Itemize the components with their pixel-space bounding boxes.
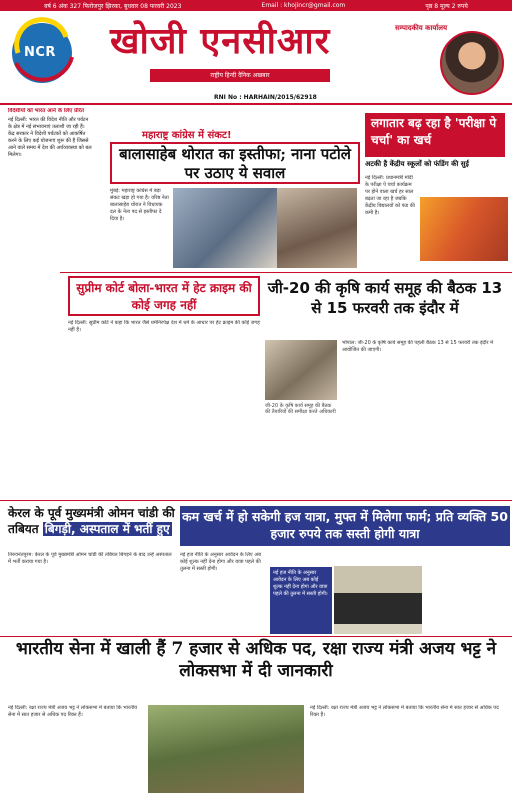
story6-photo-kaaba xyxy=(334,566,422,634)
story4-headline: जी-20 की कृषि कार्य समूह की बैठक 13 से 15 फरवरी तक इंदौर में xyxy=(267,279,503,317)
story3-headline: सुप्रीम कोर्ट बोला-भारत में हेट क्राइम की कोई जगह नहीं xyxy=(68,276,260,316)
newspaper-title: खोजी एनसीआर xyxy=(110,20,331,62)
story1-headline: बालासाहेब थोरात का इस्तीफा; नाना पटोले पर उठाए ये सवाल xyxy=(110,142,360,184)
story7-photo-army xyxy=(148,705,304,793)
left-column xyxy=(8,108,92,268)
story2-text: नई दिल्ली: प्रधानमंत्री मोदी के परीक्षा पे चर्चा कार्यक्रम पर होने वाला खर्च हर साल बढ़ता जा रहा है जबकि केंद्रीय विद्यालयों को फंड की कमी है। xyxy=(365,175,415,216)
story6-headline: कम खर्च में हो सकेगी हज यात्रा, मुफ्त में मिलेगा फार्म; प्रति व्यक्ति 50 हजार रुपये तक सस्ती होगी यात्रा xyxy=(180,506,510,546)
story5-text: तिरुवनंतपुरम: केरल के पूर्व मुख्यमंत्री ओमन चांडी की तबियत बिगड़ने के बाद उन्हें अस्पताल में भर्ती कराया गया है। xyxy=(8,552,172,565)
logo-text: NCR xyxy=(24,45,56,60)
story2-subheadline: अटकी है केंद्रीय स्कूलों को फंडिंग की सुई xyxy=(365,160,469,168)
left-column-kicker: विदेशीयों को भारत आने के लिए प्रेरित xyxy=(8,108,85,114)
story2-headline: लगातार बढ़ रहा है 'परीक्षा पे चर्चा' का खर्च xyxy=(365,113,505,157)
story5-headline-highlight: बिगड़ी, अस्पताल में भर्ती हुए xyxy=(44,522,170,536)
story4-text: भोपाल: जी-20 के कृषि कार्य समूह की पहली बैठक 13 से 15 फरवरी तक इंदौर में आयोजित की जाएगी। xyxy=(342,340,494,353)
story1-text-a: मुंबई: महाराष्ट्र कांग्रेस में बड़ा संकट खड़ा हो गया है। वरिष्ठ नेता बालासाहेब थोरात ने विधायक दल के नेता पद से इस्तीफा दे दिया है। xyxy=(110,188,169,222)
story1-photo-thorat xyxy=(173,188,277,268)
issue-volume: वर्ष 6 अंक 327 फिरोजपुर झिरका, बुधवार 08 फरवरी 2023 xyxy=(44,2,182,10)
header-divider xyxy=(0,103,512,105)
section-divider-2 xyxy=(0,500,512,501)
editor-photo xyxy=(440,31,504,95)
story4-caption: जी-20 के कृषि कार्य समूह की बैठक की तैयारियों की समीक्षा करते अधिकारी xyxy=(265,403,336,415)
story7-headline: भारतीय सेना में खाली हैं 7 हजार से अधिक पद, रक्षा राज्य मंत्री अजय भट्ट ने लोकसभा में दी जानकारी xyxy=(15,639,497,681)
story7-text-b: नई दिल्ली: रक्षा राज्य मंत्री अजय भट्ट ने लोकसभा में बताया कि भारतीय सेना में सात हजार से अधिक पद रिक्त हैं। xyxy=(310,705,499,718)
section-divider xyxy=(60,272,512,273)
story3-text: नई दिल्ली: सुप्रीम कोर्ट ने कहा कि भारत जैसे धर्मनिरपेक्ष देश में धर्म के आधार पर हेट क्राइम की कोई जगह नहीं है। xyxy=(68,320,260,333)
page-count-price: पृष्ठ 8 मूल्य 2 रुपये xyxy=(425,2,468,10)
story1-photo-patole xyxy=(277,188,357,268)
newspaper-subtitle: राष्ट्रीय हिन्दी दैनिक अखबार xyxy=(150,69,330,82)
left-column-text: नई दिल्ली: भारत की विदेश नीति और पर्यटन के क्षेत्र में नई संभावनाएं तलाशी जा रही हैं। केंद्र सरकार ने विदेशी पर्यटकों को आकर्षित करने के लिए कई योजनाएं शुरू की हैं जिससे आने वाले समय में देश की अर्थव्यवस्था को बल मिलेगा। xyxy=(8,117,92,158)
rni-number: RNI No : HARHAIN/2015/62918 xyxy=(214,94,317,101)
story4-photo xyxy=(265,340,337,400)
masthead xyxy=(0,11,512,91)
story7-text: नई दिल्ली: रक्षा राज्य मंत्री अजय भट्ट ने लोकसभा में बताया कि भारतीय सेना में सात हजार से अधिक पद रिक्त हैं। xyxy=(8,705,138,718)
story1-label: महाराष्ट्र कांग्रेस में संकट! xyxy=(142,130,232,141)
story2-photo xyxy=(420,197,508,261)
section-divider-3 xyxy=(0,636,512,637)
story5-headline-text: केरल के पूर्व मुख्यमंत्री ओमन चांडी की तबियत xyxy=(8,506,175,536)
story5-headline xyxy=(8,505,176,547)
issue-info-bar xyxy=(0,0,512,11)
editorial-tagline: सम्पादकीय कार्यालय xyxy=(395,24,448,32)
contact-email: Email : khojincr@gmail.com xyxy=(261,2,346,9)
story6-text: नई हज नीति के अनुसार आवेदन के लिए अब कोई शुल्क नहीं देना होगा और यात्रा पहले की तुलना में सस्ती होगी। xyxy=(180,552,261,572)
story6-box: नई हज नीति के अनुसार आवेदन के लिए अब कोई शुल्क नहीं देना होगा और यात्रा पहले की तुलना में सस्ती होगी। xyxy=(270,567,332,634)
